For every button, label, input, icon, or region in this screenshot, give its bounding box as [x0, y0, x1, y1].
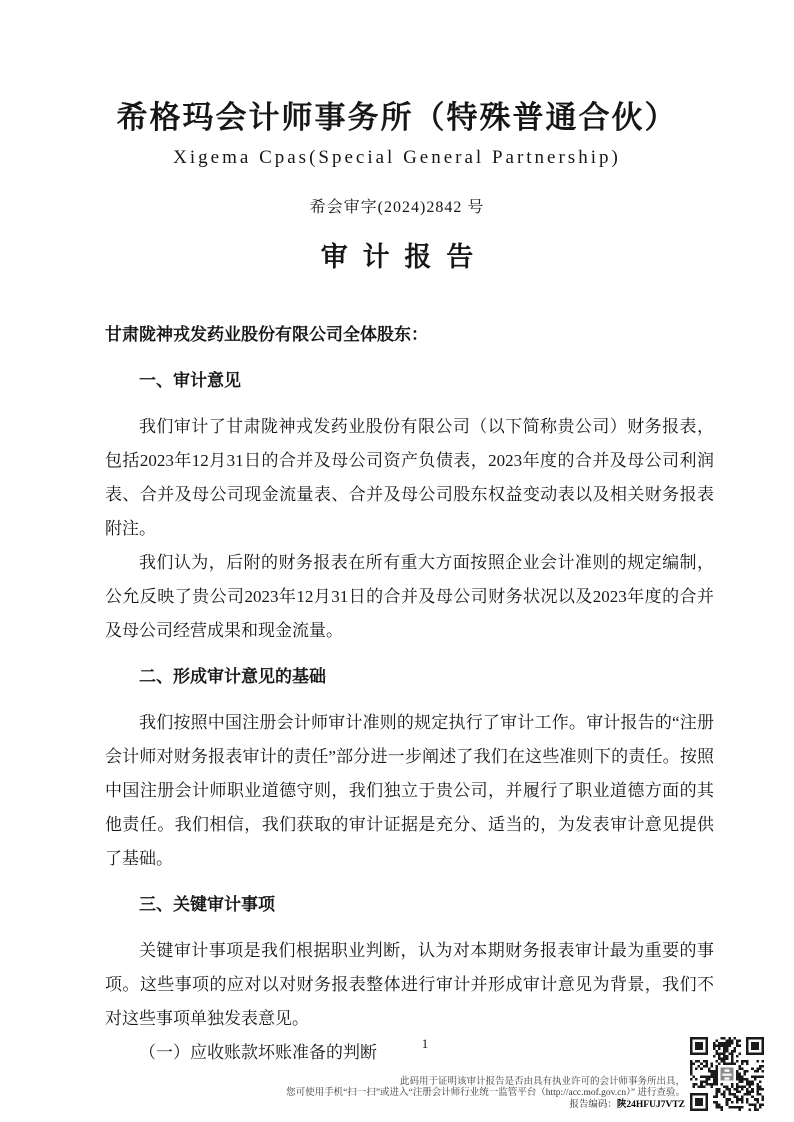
paragraph: 我们认为，后附的财务报表在所有重大方面按照企业会计准则的规定编制，公允反映了贵公司2023年12月31日的合并及母公司财务状况以及2023年度的合并及母公司经营成果和现金流量。	[105, 553, 714, 640]
verification-note	[286, 1077, 685, 1112]
page-number: 1	[421, 1036, 429, 1051]
firm-name-cn: 希格玛会计师事务所（特殊普通合伙）	[116, 100, 678, 136]
paragraph: 我们按照中国注册会计师审计准则的规定执行了审计工作。审计报告的“注册会计师对财务报表审计的责任”部分进一步阐述了我们在这些准则下的责任。按照中国注册会计师职业道德守则，我们独立于贵公司，并履行了职业道德方面的其他责任。我们相信，我们获取的审计证据是充分、适当的，为发表审计意见提供了基础。	[105, 713, 714, 868]
section-heading-basis-for-opinion: 二、形成审计意见的基础	[139, 667, 326, 686]
report-code-label: 报告编码：	[569, 1099, 617, 1110]
verification-qr-code-icon	[690, 1037, 764, 1111]
report-code: 陕24HFUJ7VTZ	[616, 1099, 685, 1110]
section-heading-key-audit-matters: 三、关键审计事项	[139, 895, 275, 914]
verification-block	[286, 1037, 764, 1111]
report-body	[105, 318, 714, 1070]
salutation: 甘肃陇神戎发药业股份有限公司全体股东：	[105, 325, 428, 344]
paragraph: 我们审计了甘肃陇神戎发药业股份有限公司（以下简称贵公司）财务报表，包括2023年12月31日的合并及母公司资产负债表，2023年度的合并及母公司利润表、合并及母公司现金流量表、合并及母公司股东权益变动表以及相关财务报表附注。	[105, 417, 714, 538]
report-number: 希会审字(2024)2842 号	[309, 199, 485, 216]
verification-note-line2: 您可使用手机“扫一扫”或进入“注册会计师行业统一监管平台（http://acc.mof.gov.cn）” 进行查验。	[286, 1088, 685, 1098]
report-title: 审计报告	[320, 242, 489, 272]
section-subitem: （一）应收账款坏账准备的判断	[139, 1043, 377, 1062]
report-code-line	[286, 1100, 685, 1112]
section-heading-audit-opinion: 一、审计意见	[139, 371, 241, 390]
paragraph: 关键审计事项是我们根据职业判断，认为对本期财务报表审计最为重要的事项。这些事项的应对以对财务报表整体进行审计并形成审计意见为背景，我们不对这些事项单独发表意见。	[105, 941, 714, 1028]
firm-name-en: Xigema Cpas(Special General Partnership)	[173, 147, 621, 168]
verification-note-line1: 此码用于证明该审计报告是否由具有执业许可的会计师事务所出具，	[399, 1076, 685, 1087]
report-header	[0, 0, 794, 274]
